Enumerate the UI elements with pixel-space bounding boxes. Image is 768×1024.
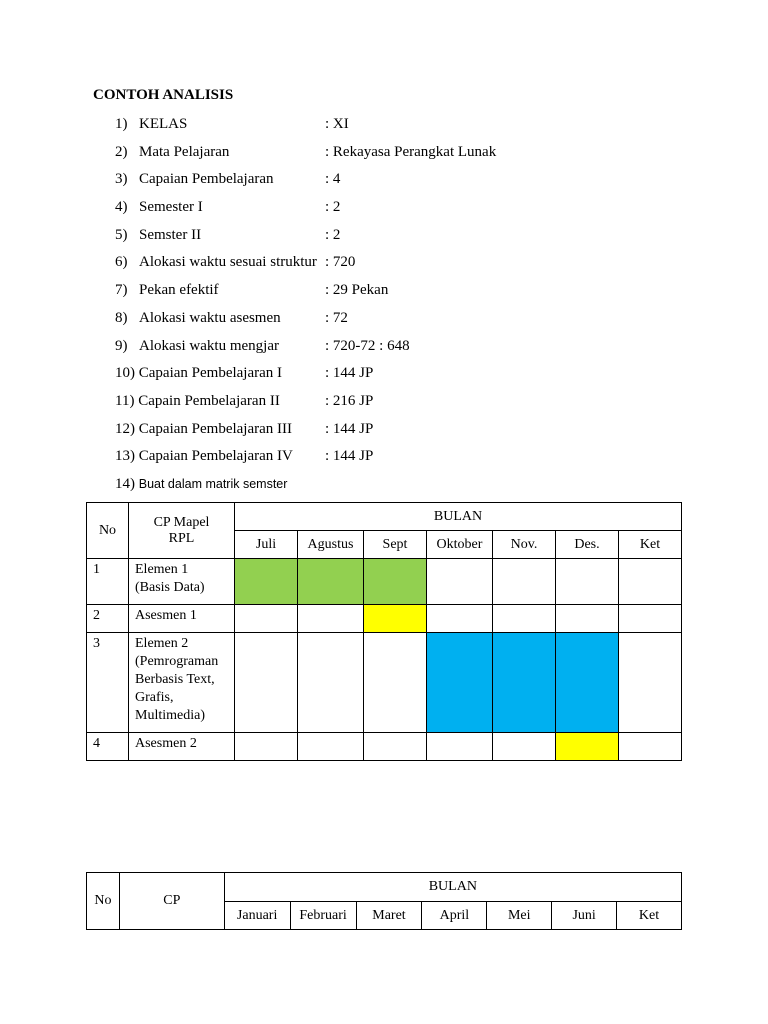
month-cell [493,605,556,633]
item-value: : 144 JP [325,365,374,382]
item-label: Capaian Pembelajaran IV [138,448,293,465]
month-header: Juni [552,902,617,930]
month-header: Mei [487,902,552,930]
item-value: : 2 [325,226,341,243]
item-value: : 72 [325,309,348,326]
item-number: 2) [115,143,128,160]
cp-line: Elemen 2 [135,636,189,651]
month-cell [364,633,427,733]
item-number: 1) [115,116,128,132]
list-item [115,335,410,363]
item-number: 8) [115,309,128,326]
month-cell [298,633,364,733]
item-label: Capaian Pembelajaran III [138,420,293,437]
month-cell [298,559,364,605]
table-row [87,605,682,633]
list-item [115,168,341,196]
list-item [115,196,341,224]
month-cell [364,559,427,605]
list-item [115,141,497,169]
table-header-row [87,503,682,531]
item-number: 9) [115,337,128,354]
month-cell [556,605,619,633]
list-item [115,279,389,307]
month-cell [427,633,493,733]
month-cell [235,559,298,605]
semester-2-matrix [86,872,682,930]
table-row [87,733,682,761]
item-number: 6) [115,254,128,271]
cp-line: (Pemrograman [135,654,219,669]
month-cell [556,559,619,605]
row-cp [129,633,235,733]
row-number: 2 [87,605,129,633]
semester-1-matrix [86,502,682,761]
table-header-row [87,873,682,902]
month-cell [235,605,298,633]
bulan-header: BULAN [235,503,682,531]
item-value: : Rekayasa Perangkat Lunak [325,143,497,160]
list-item [115,251,356,279]
month-cell [298,605,364,633]
cp-header-line: CP Mapel [153,514,210,530]
month-header: Januari [224,902,290,930]
item-number: 3) [115,171,128,188]
month-cell [556,733,619,761]
cp-line: Multimedia) [135,708,205,723]
month-cell [427,559,493,605]
item-value: : 720 [325,254,356,271]
ket-cell [619,559,682,605]
cp-header [129,503,235,559]
list-item [115,418,374,446]
bulan-header: BULAN [224,873,681,902]
item-number: 4) [115,199,128,216]
item-number: 14) [115,475,135,492]
ket-cell [619,605,682,633]
item-value: : XI [325,116,349,132]
cp-line: Elemen 1 [135,562,189,577]
item-value: : 4 [325,171,341,188]
item-number: 13) [115,448,135,465]
item-number: 5) [115,226,128,243]
item-label: Mata Pelajaran [139,143,230,160]
ket-cell [619,733,682,761]
item-value: : 720-72 : 648 [325,337,410,354]
item-label: Semster II [139,226,202,243]
document-title: CONTOH ANALISIS [93,87,234,103]
no-header: No [87,873,120,930]
month-cell [493,733,556,761]
row-cp [129,605,235,633]
no-header: No [87,503,129,559]
cp-header-line: RPL [168,530,195,546]
month-cell [427,733,493,761]
item-number: 11) [115,392,135,409]
item-label: Alokasi waktu asesmen [139,309,281,326]
item-label: Alokasi waktu mengjar [139,337,279,354]
table-row [87,633,682,733]
list-item [115,113,349,141]
month-header: April [422,902,487,930]
list-item [115,307,348,335]
item-value: : 144 JP [325,420,374,437]
item-label: KELAS [139,116,188,132]
item-label: Semester I [139,199,203,216]
row-number: 1 [87,559,129,605]
cp-line: Grafis, [135,690,174,705]
ket-cell [619,633,682,733]
item-label: Alokasi waktu sesuai struktur [139,254,317,271]
item-value: : 2 [325,199,341,216]
month-header: Juli [235,531,298,559]
row-number: 3 [87,633,129,733]
item-value: : 144 JP [325,448,374,465]
month-header: Maret [356,902,422,930]
cp-header: CP [119,873,224,930]
month-cell [493,559,556,605]
item-label: Capaian Pembelajaran I [138,365,283,382]
item-label: Capain Pembelajaran II [138,392,280,409]
list-item [115,224,341,252]
month-header: Ket [619,531,682,559]
month-cell [427,605,493,633]
month-cell [493,633,556,733]
item-number: 10) [115,365,135,382]
list-item [115,390,374,418]
month-cell [235,733,298,761]
month-header: Ket [617,902,682,930]
list-item [115,473,293,501]
row-number: 4 [87,733,129,761]
cp-line: (Basis Data) [135,580,205,595]
month-header: Des. [556,531,619,559]
month-header: Nov. [493,531,556,559]
month-cell [298,733,364,761]
row-cp [129,733,235,761]
item-number: 7) [115,282,128,299]
item-value: : 29 Pekan [325,282,389,299]
list-item [115,445,374,473]
month-header: Sept [364,531,427,559]
item-label: Buat dalam matrik semster [138,476,288,491]
month-cell [364,605,427,633]
list-item [115,362,374,390]
cp-line: Asesmen 1 [135,608,197,623]
item-label: Capaian Pembelajaran [139,171,274,188]
month-header: Agustus [298,531,364,559]
analysis-list [115,113,497,501]
cp-line: Asesmen 2 [135,736,197,751]
item-label: Pekan efektif [139,282,219,299]
item-value: : 216 JP [325,392,374,409]
item-number: 12) [115,420,135,437]
month-cell [364,733,427,761]
row-cp [129,559,235,605]
month-cell [556,633,619,733]
month-header: Oktober [427,531,493,559]
cp-line: Berbasis Text, [135,672,215,687]
month-header: Februari [290,902,356,930]
month-cell [235,633,298,733]
table-row [87,559,682,605]
